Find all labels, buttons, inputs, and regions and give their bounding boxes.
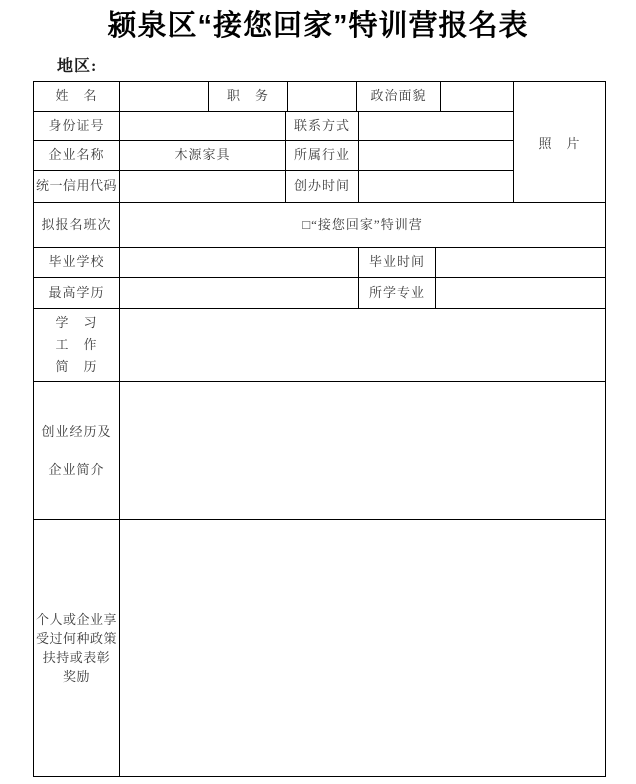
policy-input[interactable] [120,520,605,776]
resume-label-line: 学 习 [55,315,98,330]
contact-input[interactable] [359,112,514,141]
policy-label-line: 受过何种政策 [35,631,117,646]
duty-label: 职 务 [209,82,288,112]
row-policy [34,520,605,776]
camp-checkbox-option[interactable]: □“接您回家”特训营 [120,203,605,248]
startup-label [34,382,120,520]
industry-label: 所属行业 [286,141,359,171]
credit-code-input[interactable] [120,171,286,203]
id-number-input[interactable] [120,112,286,141]
policy-label-line: 个人或企业享 [35,612,117,627]
founded-time-input[interactable] [359,171,514,203]
id-number-label: 身份证号 [34,112,120,141]
resume-label [34,309,120,382]
startup-label-line: 创业经历及 [41,423,112,439]
row-class [34,203,605,248]
policy-label-line: 扶持或表彰 [42,650,111,665]
basic-info-section [34,82,605,203]
duty-input[interactable] [288,82,357,112]
startup-label-line: 企业简介 [48,461,105,477]
row-credit-founded [34,171,514,203]
region-label: 地区: [57,58,98,75]
resume-label-line: 简 历 [55,359,98,374]
row-startup [34,382,605,520]
row-company-industry [34,141,514,171]
photo-label: 照 片 [538,135,581,151]
policy-label [34,520,120,776]
grad-time-input[interactable] [436,248,605,278]
enroll-class-label: 拟报名班次 [34,203,120,248]
row-school [34,248,605,278]
degree-label: 最高学历 [34,278,120,309]
row-degree [34,278,605,309]
resume-input[interactable] [120,309,605,382]
policy-label-line: 奖励 [62,669,90,684]
registration-form-table [33,81,606,777]
page-title: 颍泉区“接您回家”特训营报名表 [107,10,529,42]
contact-label: 联系方式 [286,112,359,141]
politics-input[interactable] [441,82,514,112]
resume-label-line: 工 作 [55,337,98,352]
company-name-input[interactable]: 木源家具 [120,141,286,171]
degree-input[interactable] [120,278,359,309]
grad-time-label: 毕业时间 [359,248,436,278]
industry-input[interactable] [359,141,514,171]
politics-label: 政治面貌 [357,82,441,112]
photo-cell[interactable] [514,82,605,203]
name-input[interactable] [120,82,209,112]
name-label: 姓 名 [34,82,120,112]
row-name-duty-politics [34,82,514,112]
row-id-contact [34,112,514,141]
company-name-label: 企业名称 [34,141,120,171]
major-label: 所学专业 [359,278,436,309]
school-label: 毕业学校 [34,248,120,278]
major-input[interactable] [436,278,605,309]
school-input[interactable] [120,248,359,278]
startup-input[interactable] [120,382,605,520]
credit-code-label: 统一信用代码 [34,171,120,203]
row-resume [34,309,605,382]
founded-time-label: 创办时间 [286,171,359,203]
